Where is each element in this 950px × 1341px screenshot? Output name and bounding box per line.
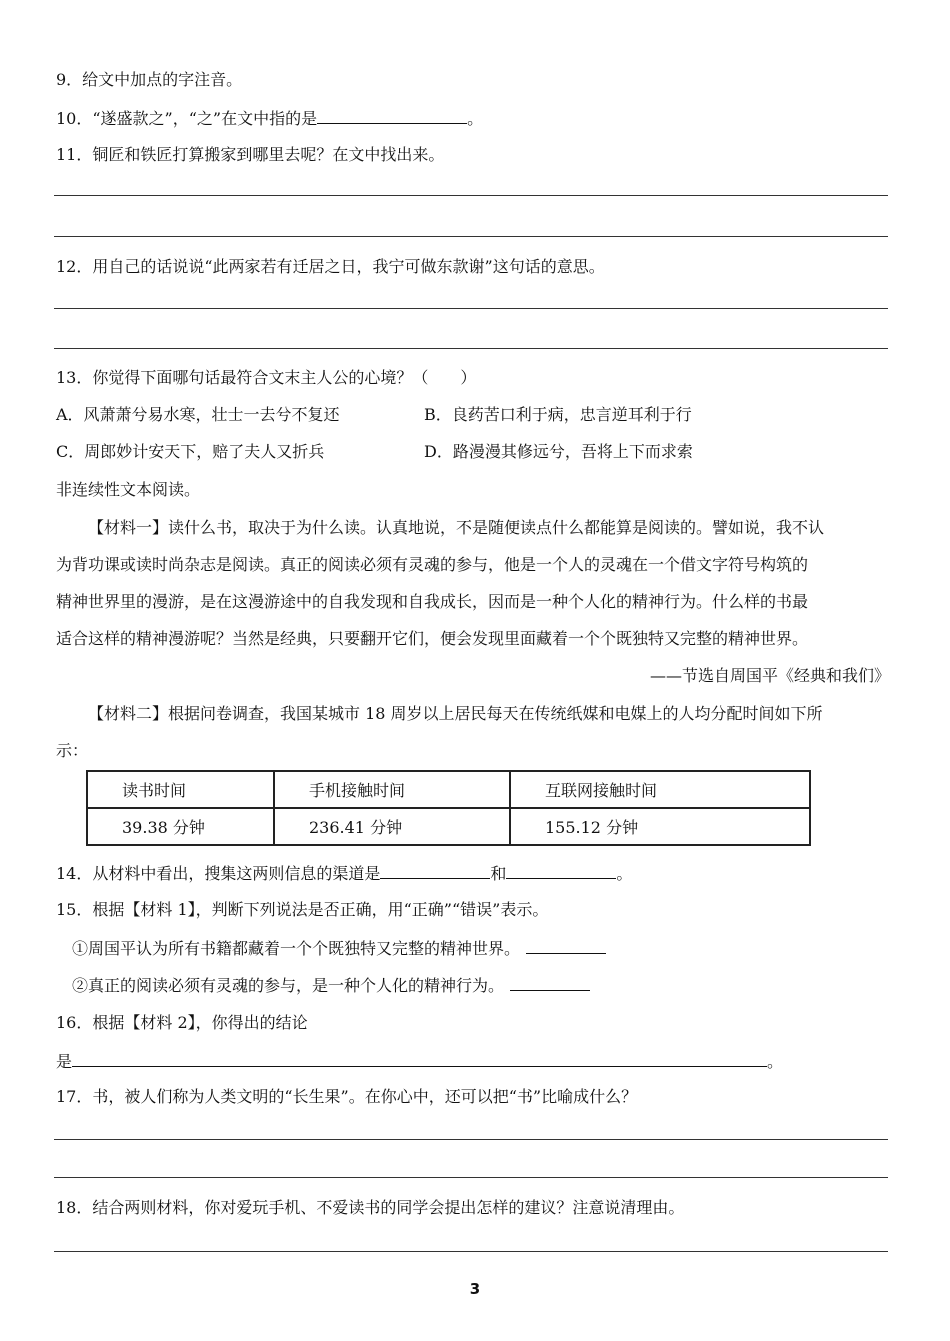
question-16: 16．根据【材料 2】，你得出的结论 (56, 1013, 308, 1032)
question-14-text: 14．从材料中看出，搜集这两则信息的渠道是 (56, 864, 381, 883)
question-14-end: 。 (616, 864, 633, 883)
answer-line[interactable] (54, 195, 888, 196)
question-18: 18．结合两则材料，你对爱玩手机、不爱读书的同学会提出怎样的建议？注意说清理由。 (56, 1198, 685, 1217)
time-table (86, 770, 811, 846)
answer-blank[interactable] (380, 862, 490, 879)
question-9: 9．给文中加点的字注音。 (56, 70, 243, 89)
answer-line[interactable] (54, 348, 888, 349)
answer-line[interactable] (54, 1251, 888, 1252)
question-14 (56, 862, 632, 884)
option-b: B．良药苦口利于病，忠言逆耳利于行 (424, 405, 692, 424)
option-d: D．路漫漫其修远兮，吾将上下而求索 (424, 442, 693, 461)
page-number: 3 (469, 1280, 481, 1298)
question-15-item (72, 974, 590, 996)
question-15: 15．根据【材料 1】，判断下列说法是否正确，用“正确”“错误”表示。 (56, 900, 549, 919)
answer-line[interactable] (54, 308, 888, 309)
table-header-cell: 读书时间 (87, 771, 274, 808)
table-cell: 155.12 分钟 (510, 808, 810, 845)
table-cell: 39.38 分钟 (87, 808, 274, 845)
question-10-end: 。 (467, 109, 484, 128)
question-14-and: 和 (490, 864, 507, 883)
material-2-line: 示： (56, 741, 89, 760)
section-title: 非连续性文本阅读。 (56, 480, 201, 499)
table-row (87, 808, 810, 845)
question-10 (56, 107, 483, 129)
answer-blank[interactable] (506, 862, 616, 879)
answer-blank[interactable] (510, 974, 590, 991)
table-header-cell: 互联网接触时间 (510, 771, 810, 808)
answer-blank[interactable] (526, 937, 606, 954)
question-10-text: 10．“遂盛款之”，“之”在文中指的是 (56, 109, 318, 128)
material-1-line: 【材料一】读什么书，取决于为什么读。认真地说，不是随便读点什么都能算是阅读的。譬如说，我不认 (88, 518, 825, 537)
question-11: 11．铜匠和铁匠打算搬家到哪里去呢？在文中找出来。 (56, 145, 445, 164)
question-17: 17．书，被人们称为人类文明的“长生果”。在你心中，还可以把“书”比喻成什么？ (56, 1087, 638, 1106)
material-1-line: 精神世界里的漫游，是在这漫游途中的自我发现和自我成长，因而是一种个人化的精神行为。什么样的书最 (56, 592, 809, 611)
question-16-prefix: 是 (56, 1052, 73, 1071)
answer-blank[interactable] (317, 107, 467, 124)
question-16-answer (56, 1050, 783, 1072)
answer-line[interactable] (54, 236, 888, 237)
question-15-item-text: ①周国平认为所有书籍都藏着一个个既独特又完整的精神世界。 (72, 939, 521, 958)
table-header-cell: 手机接触时间 (274, 771, 510, 808)
material-1-line: 为背功课或读时尚杂志是阅读。真正的阅读必须有灵魂的参与，他是一个人的灵魂在一个借文字符号构筑的 (56, 555, 809, 574)
option-c: C．周郎妙计安天下，赔了夫人又折兵 (56, 442, 325, 461)
question-15-item (72, 937, 606, 959)
question-12: 12．用自己的话说说“此两家若有迁居之日，我宁可做东款谢”这句话的意思。 (56, 257, 605, 276)
question-15-item-text: ②真正的阅读必须有灵魂的参与，是一种个人化的精神行为。 (72, 976, 505, 995)
answer-line[interactable] (54, 1139, 888, 1140)
answer-line[interactable] (54, 1177, 888, 1178)
table-cell: 236.41 分钟 (274, 808, 510, 845)
material-2-line: 【材料二】根据问卷调查，我国某城市 18 周岁以上居民每天在传统纸媒和电媒上的人均分配时间如下所 (88, 704, 823, 723)
option-a: A．风萧萧兮易水寒，壮士一去兮不复还 (56, 405, 340, 424)
question-16-end: 。 (767, 1052, 784, 1071)
question-13: 13．你觉得下面哪句话最符合文末主人公的心境？（ ） (56, 368, 477, 387)
material-1-source: ——节选自周国平《经典和我们》 (649, 666, 890, 685)
material-1-line: 适合这样的精神漫游呢？当然是经典，只要翻开它们，便会发现里面藏着一个个既独特又完整的精神世界。 (56, 629, 809, 648)
table-header-row (87, 771, 810, 808)
answer-blank[interactable] (72, 1050, 767, 1067)
